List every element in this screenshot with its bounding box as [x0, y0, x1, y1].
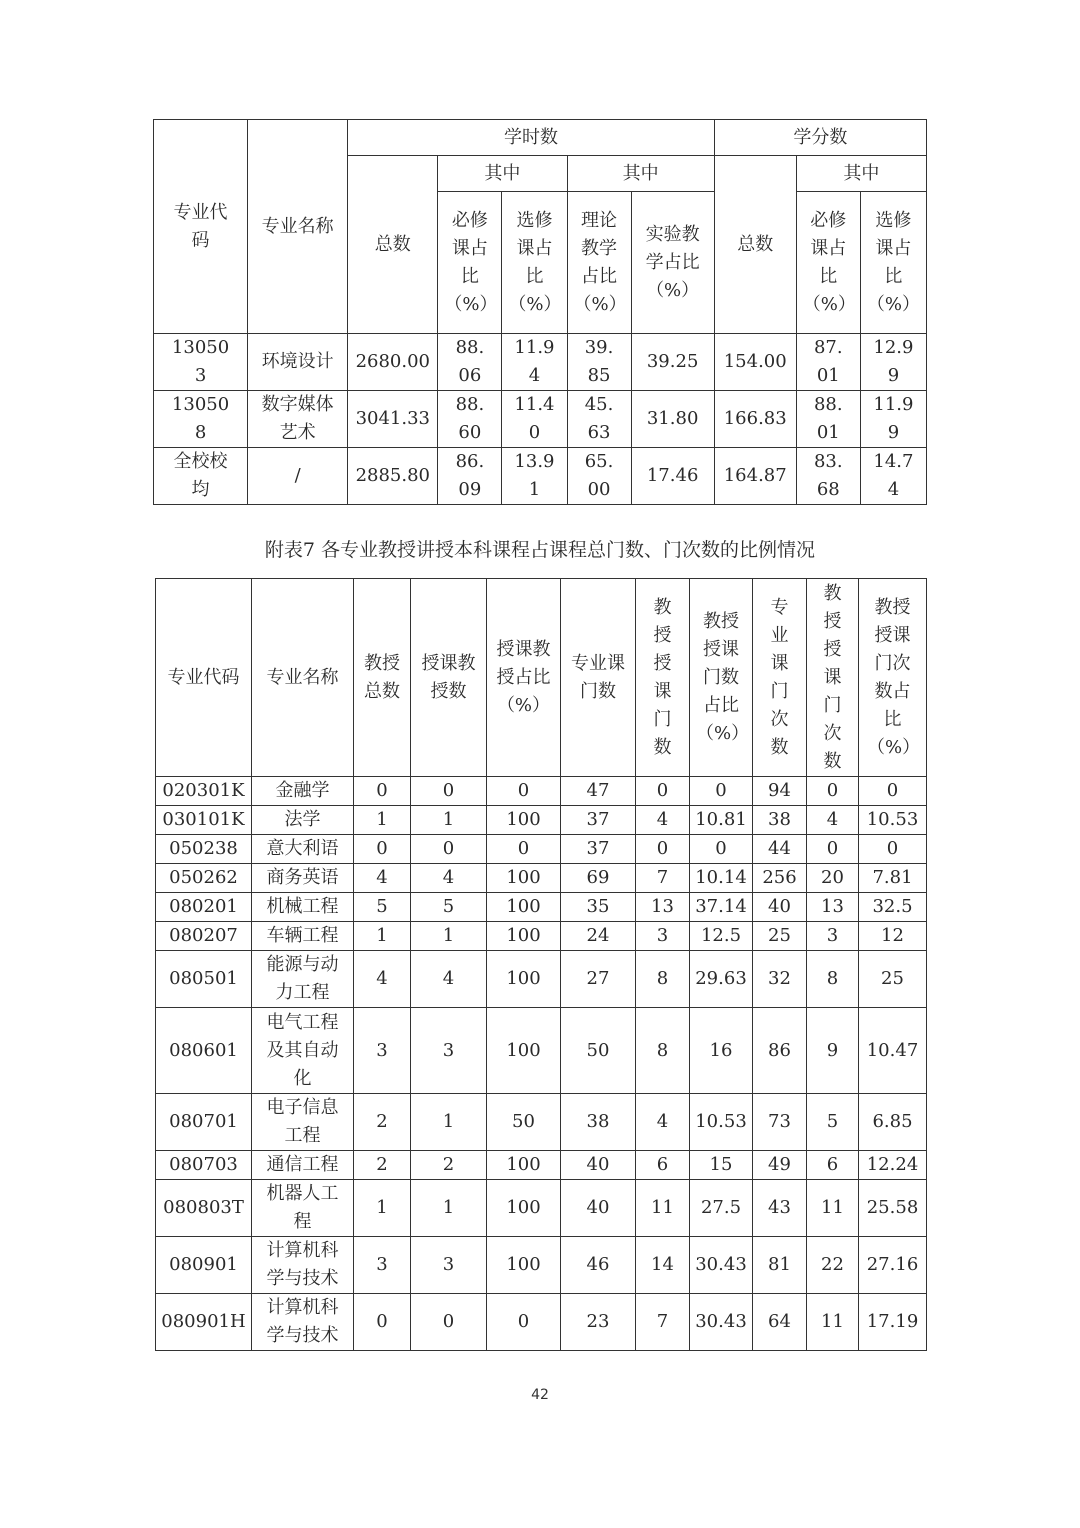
cell-prof-course-ratio: 15: [690, 1151, 753, 1180]
cell-hours-elective: 11.40: [502, 391, 567, 448]
cell-teaching-prof-ratio: 100: [487, 1180, 561, 1237]
header-code: 专业代码: [154, 120, 248, 334]
cell-credits-required: 88.01: [796, 391, 860, 448]
cell-teaching-prof-ratio: 0: [487, 835, 561, 864]
cell-course-sessions: 86: [753, 1008, 807, 1094]
cell-code: 050238: [156, 835, 252, 864]
cell-prof-course-ratio: 29.63: [690, 951, 753, 1008]
header-prof-course-ratio: 教授授课门数占比（%）: [690, 579, 753, 777]
cell-prof-course-ratio: 0: [690, 777, 753, 806]
cell-name: 电气工程及其自动化: [252, 1008, 354, 1094]
cell-code: 130503: [154, 334, 248, 391]
table-row: [156, 1151, 927, 1180]
cell-teaching-prof-ratio: 100: [487, 864, 561, 893]
cell-prof-total: 5: [354, 893, 411, 922]
cell-prof-total: 0: [354, 777, 411, 806]
cell-prof-course-ratio: 27.5: [690, 1180, 753, 1237]
cell-prof-session-ratio: 27.16: [859, 1237, 927, 1294]
cell-code: 080803T: [156, 1180, 252, 1237]
cell-teaching-profs: 1: [411, 922, 487, 951]
cell-theory: 45.63: [567, 391, 631, 448]
cell-prof-session-ratio: 0: [859, 835, 927, 864]
professor-teaching-table: [155, 578, 927, 1351]
header-teaching-prof-ratio: 授课教授占比（%）: [487, 579, 561, 777]
cell-course-count: 40: [561, 1151, 636, 1180]
header-hours-group: 学时数: [348, 120, 714, 156]
cell-prof-sessions: 20: [807, 864, 859, 893]
cell-prof-session-ratio: 25: [859, 951, 927, 1008]
cell-prof-sessions: 6: [807, 1151, 859, 1180]
cell-prof-session-ratio: 6.85: [859, 1094, 927, 1151]
cell-prof-course-count: 7: [636, 864, 690, 893]
cell-prof-total: 0: [354, 835, 411, 864]
cell-credits-total: 164.87: [714, 448, 796, 505]
header-credits-total: 总数: [714, 156, 796, 334]
cell-prof-session-ratio: 17.19: [859, 1294, 927, 1351]
header-prof-session-ratio: 教授授课门次数占比（%）: [859, 579, 927, 777]
cell-lab: 31.80: [631, 391, 714, 448]
cell-name: 机械工程: [252, 893, 354, 922]
cell-course-sessions: 25: [753, 922, 807, 951]
table-row: [156, 864, 927, 893]
cell-prof-sessions: 3: [807, 922, 859, 951]
header-theory-ratio: 理论教学占比（%）: [567, 192, 631, 334]
cell-course-count: 69: [561, 864, 636, 893]
table-row: [154, 391, 927, 448]
cell-code: 130508: [154, 391, 248, 448]
cell-teaching-prof-ratio: 100: [487, 1237, 561, 1294]
cell-teaching-profs: 1: [411, 1094, 487, 1151]
cell-name: 商务英语: [252, 864, 354, 893]
header-prof-sessions: 教授授课门次数: [807, 579, 859, 777]
header-hours-of-which-1: 其中: [438, 156, 567, 192]
cell-prof-total: 1: [354, 1180, 411, 1237]
cell-prof-course-count: 4: [636, 1094, 690, 1151]
cell-prof-course-count: 0: [636, 835, 690, 864]
table-row: [156, 1180, 927, 1237]
header-hours-required-ratio: 必修课占比（%）: [438, 192, 502, 334]
cell-name: 数字媒体艺术: [248, 391, 348, 448]
header-prof-total: 教授总数: [354, 579, 411, 777]
cell-code: 020301K: [156, 777, 252, 806]
cell-credits-total: 166.83: [714, 391, 796, 448]
cell-teaching-profs: 0: [411, 1294, 487, 1351]
cell-teaching-prof-ratio: 100: [487, 893, 561, 922]
cell-course-count: 27: [561, 951, 636, 1008]
table-row: [154, 334, 927, 391]
cell-code: 080901H: [156, 1294, 252, 1351]
cell-course-count: 37: [561, 806, 636, 835]
cell-credits-elective: 11.99: [860, 391, 926, 448]
cell-code: 080901: [156, 1237, 252, 1294]
cell-prof-session-ratio: 10.47: [859, 1008, 927, 1094]
cell-prof-course-count: 0: [636, 777, 690, 806]
cell-prof-course-count: 11: [636, 1180, 690, 1237]
cell-code: 080703: [156, 1151, 252, 1180]
cell-hours-required: 88.60: [438, 391, 502, 448]
cell-prof-sessions: 0: [807, 777, 859, 806]
cell-prof-total: 1: [354, 806, 411, 835]
cell-prof-course-ratio: 10.53: [690, 1094, 753, 1151]
cell-prof-course-ratio: 30.43: [690, 1294, 753, 1351]
cell-name: 法学: [252, 806, 354, 835]
cell-course-sessions: 38: [753, 806, 807, 835]
cell-name: 车辆工程: [252, 922, 354, 951]
cell-prof-session-ratio: 12.24: [859, 1151, 927, 1180]
cell-teaching-prof-ratio: 100: [487, 1151, 561, 1180]
cell-hours-elective: 11.94: [502, 334, 567, 391]
cell-course-count: 35: [561, 893, 636, 922]
cell-credits-total: 154.00: [714, 334, 796, 391]
cell-credits-required: 83.68: [796, 448, 860, 505]
cell-prof-sessions: 4: [807, 806, 859, 835]
cell-hours-required: 88.06: [438, 334, 502, 391]
header-hours-total: 总数: [348, 156, 438, 334]
cell-course-sessions: 49: [753, 1151, 807, 1180]
cell-teaching-profs: 3: [411, 1008, 487, 1094]
cell-name: 意大利语: [252, 835, 354, 864]
cell-code: 全校校均: [154, 448, 248, 505]
cell-name: 机器人工程: [252, 1180, 354, 1237]
header-course-count: 专业课门数: [561, 579, 636, 777]
table-row: [154, 448, 927, 505]
header-teaching-profs: 授课教授数: [411, 579, 487, 777]
cell-prof-course-ratio: 30.43: [690, 1237, 753, 1294]
cell-code: 080201: [156, 893, 252, 922]
cell-prof-sessions: 0: [807, 835, 859, 864]
table-row: [156, 806, 927, 835]
cell-prof-course-count: 4: [636, 806, 690, 835]
cell-name: 计算机科学与技术: [252, 1294, 354, 1351]
cell-course-count: 37: [561, 835, 636, 864]
cell-prof-sessions: 5: [807, 1094, 859, 1151]
cell-teaching-prof-ratio: 100: [487, 1008, 561, 1094]
cell-code: 080601: [156, 1008, 252, 1094]
cell-name: 电子信息工程: [252, 1094, 354, 1151]
table-row: [156, 1237, 927, 1294]
cell-prof-sessions: 11: [807, 1180, 859, 1237]
cell-name: /: [248, 448, 348, 505]
cell-prof-session-ratio: 7.81: [859, 864, 927, 893]
cell-code: 050262: [156, 864, 252, 893]
cell-teaching-profs: 0: [411, 835, 487, 864]
cell-prof-total: 2: [354, 1151, 411, 1180]
header-credits-elective-ratio: 选修课占比（%）: [860, 192, 926, 334]
header-lab-ratio: 实验教学占比（%）: [631, 192, 714, 334]
cell-credits-elective: 12.99: [860, 334, 926, 391]
cell-prof-session-ratio: 10.53: [859, 806, 927, 835]
table-row: [156, 835, 927, 864]
cell-teaching-profs: 1: [411, 1180, 487, 1237]
cell-prof-total: 1: [354, 922, 411, 951]
cell-name: 通信工程: [252, 1151, 354, 1180]
cell-name: 能源与动力工程: [252, 951, 354, 1008]
cell-hours-total: 3041.33: [348, 391, 438, 448]
cell-prof-sessions: 9: [807, 1008, 859, 1094]
cell-course-count: 50: [561, 1008, 636, 1094]
cell-teaching-prof-ratio: 100: [487, 922, 561, 951]
cell-teaching-profs: 5: [411, 893, 487, 922]
cell-teaching-prof-ratio: 50: [487, 1094, 561, 1151]
table-row: [156, 777, 927, 806]
header-hours-elective-ratio: 选修课占比（%）: [502, 192, 567, 334]
cell-hours-elective: 13.91: [502, 448, 567, 505]
cell-theory: 65.00: [567, 448, 631, 505]
cell-course-sessions: 44: [753, 835, 807, 864]
header-name: 专业名称: [248, 120, 348, 334]
cell-hours-required: 86.09: [438, 448, 502, 505]
cell-teaching-profs: 3: [411, 1237, 487, 1294]
cell-prof-course-ratio: 0: [690, 835, 753, 864]
table-row: [156, 951, 927, 1008]
table-row: [156, 1094, 927, 1151]
cell-prof-total: 3: [354, 1237, 411, 1294]
cell-course-sessions: 64: [753, 1294, 807, 1351]
cell-prof-total: 3: [354, 1008, 411, 1094]
cell-prof-course-count: 3: [636, 922, 690, 951]
cell-hours-total: 2885.80: [348, 448, 438, 505]
cell-prof-course-ratio: 37.14: [690, 893, 753, 922]
cell-credits-required: 87.01: [796, 334, 860, 391]
cell-teaching-prof-ratio: 0: [487, 777, 561, 806]
cell-prof-course-ratio: 16: [690, 1008, 753, 1094]
cell-prof-sessions: 8: [807, 951, 859, 1008]
cell-course-count: 40: [561, 1180, 636, 1237]
cell-theory: 39.85: [567, 334, 631, 391]
header-credits-group: 学分数: [714, 120, 926, 156]
header-credits-of-which: 其中: [796, 156, 926, 192]
cell-course-count: 47: [561, 777, 636, 806]
cell-course-count: 24: [561, 922, 636, 951]
cell-teaching-profs: 0: [411, 777, 487, 806]
cell-code: 080501: [156, 951, 252, 1008]
page-number: 42: [531, 1387, 549, 1403]
cell-prof-course-count: 14: [636, 1237, 690, 1294]
header-credits-required-ratio: 必修课占比（%）: [796, 192, 860, 334]
cell-course-count: 23: [561, 1294, 636, 1351]
cell-name: 计算机科学与技术: [252, 1237, 354, 1294]
header-name: 专业名称: [252, 579, 354, 777]
cell-teaching-prof-ratio: 0: [487, 1294, 561, 1351]
cell-course-count: 38: [561, 1094, 636, 1151]
cell-course-sessions: 81: [753, 1237, 807, 1294]
header-prof-course-count: 教授授课门数: [636, 579, 690, 777]
cell-lab: 17.46: [631, 448, 714, 505]
hours-credits-table: [153, 119, 927, 505]
cell-hours-total: 2680.00: [348, 334, 438, 391]
cell-code: 080207: [156, 922, 252, 951]
cell-prof-course-count: 6: [636, 1151, 690, 1180]
cell-prof-session-ratio: 12: [859, 922, 927, 951]
cell-code: 030101K: [156, 806, 252, 835]
cell-prof-session-ratio: 0: [859, 777, 927, 806]
cell-teaching-profs: 4: [411, 864, 487, 893]
cell-teaching-profs: 1: [411, 806, 487, 835]
table-row: [156, 1008, 927, 1094]
cell-lab: 39.25: [631, 334, 714, 391]
cell-course-count: 46: [561, 1237, 636, 1294]
cell-prof-course-ratio: 10.14: [690, 864, 753, 893]
cell-prof-session-ratio: 25.58: [859, 1180, 927, 1237]
cell-teaching-prof-ratio: 100: [487, 951, 561, 1008]
header-hours-of-which-2: 其中: [567, 156, 714, 192]
table-row: [156, 893, 927, 922]
cell-prof-sessions: 22: [807, 1237, 859, 1294]
table-row: [156, 1294, 927, 1351]
cell-prof-sessions: 11: [807, 1294, 859, 1351]
cell-prof-total: 4: [354, 864, 411, 893]
table-row: [156, 922, 927, 951]
cell-course-sessions: 73: [753, 1094, 807, 1151]
cell-course-sessions: 94: [753, 777, 807, 806]
cell-prof-total: 4: [354, 951, 411, 1008]
cell-prof-total: 2: [354, 1094, 411, 1151]
header-code: 专业代码: [156, 579, 252, 777]
cell-teaching-prof-ratio: 100: [487, 806, 561, 835]
cell-prof-course-count: 13: [636, 893, 690, 922]
cell-teaching-profs: 2: [411, 1151, 487, 1180]
cell-prof-course-ratio: 12.5: [690, 922, 753, 951]
cell-name: 环境设计: [248, 334, 348, 391]
cell-course-sessions: 40: [753, 893, 807, 922]
cell-credits-elective: 14.74: [860, 448, 926, 505]
cell-prof-sessions: 13: [807, 893, 859, 922]
cell-prof-total: 0: [354, 1294, 411, 1351]
header-course-sessions: 专业课门次数: [753, 579, 807, 777]
cell-course-sessions: 43: [753, 1180, 807, 1237]
cell-course-sessions: 256: [753, 864, 807, 893]
cell-prof-course-count: 8: [636, 951, 690, 1008]
cell-prof-course-count: 7: [636, 1294, 690, 1351]
table-caption: 附表7 各专业教授讲授本科课程占课程总门数、门次数的比例情况: [264, 539, 816, 561]
cell-name: 金融学: [252, 777, 354, 806]
cell-course-sessions: 32: [753, 951, 807, 1008]
cell-code: 080701: [156, 1094, 252, 1151]
cell-prof-course-ratio: 10.81: [690, 806, 753, 835]
cell-teaching-profs: 4: [411, 951, 487, 1008]
cell-prof-course-count: 8: [636, 1008, 690, 1094]
cell-prof-session-ratio: 32.5: [859, 893, 927, 922]
